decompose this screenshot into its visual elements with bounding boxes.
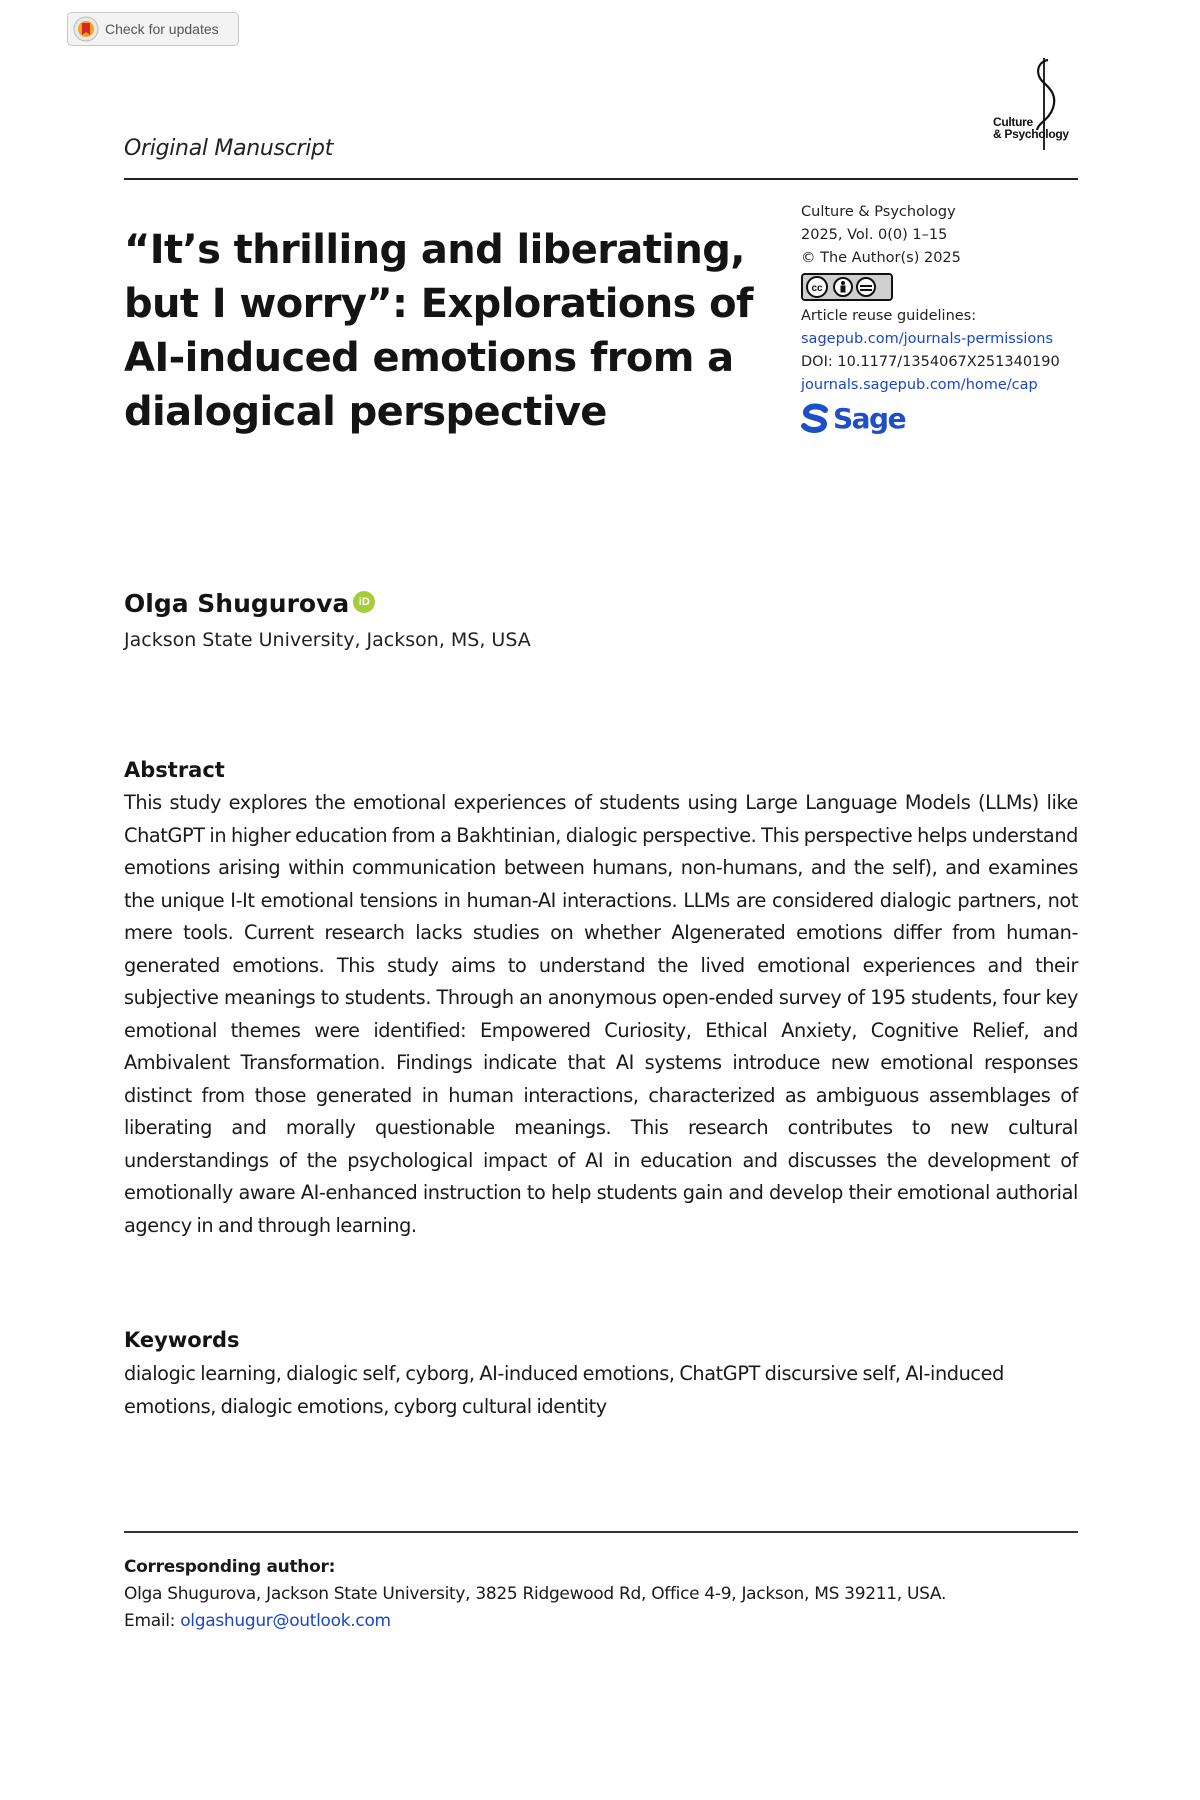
keywords-text: dialogic learning, dialogic self, cyborg, AI-induced emotions, ChatGPT discursive self, AI-induced emotions, dialogic emotions, cyborg cultural identity bbox=[124, 1362, 1004, 1418]
publisher-logo bbox=[801, 403, 1091, 433]
author-affiliation: Jackson State University, Jackson, MS, USA bbox=[124, 629, 531, 651]
corresponding-address: Olga Shugurova, Jackson State University, 3825 Ridgewood Rd, Office 4-9, Jackson, MS 39211, USA. bbox=[124, 1584, 947, 1604]
journal-volume: 2025, Vol. 0(0) 1–15 bbox=[801, 227, 948, 243]
author-block bbox=[124, 589, 375, 618]
check-for-updates-button[interactable] bbox=[67, 12, 239, 46]
cc-by-icon bbox=[803, 275, 891, 299]
manuscript-type: Original Manuscript bbox=[124, 136, 334, 161]
check-for-updates-label: Check for updates bbox=[105, 21, 219, 37]
cc-license-badge[interactable] bbox=[801, 273, 893, 301]
email-link[interactable]: olgashugur@outlook.com bbox=[180, 1611, 391, 1631]
svg-text:cc: cc bbox=[811, 283, 823, 294]
reuse-link[interactable]: sagepub.com/journals-permissions bbox=[801, 331, 1054, 347]
corresponding-author bbox=[124, 1554, 1084, 1635]
footnote-rule bbox=[124, 1531, 1078, 1533]
sage-s-icon bbox=[801, 403, 829, 433]
journal-logo-line2: & Psychology bbox=[993, 127, 1069, 141]
top-rule bbox=[124, 178, 1078, 180]
journal-home-link[interactable]: journals.sagepub.com/home/cap bbox=[801, 377, 1038, 393]
corresponding-email-line bbox=[124, 1608, 1084, 1635]
check-updates-icon bbox=[73, 16, 99, 42]
keywords-heading: Keywords bbox=[124, 1328, 240, 1352]
author-name: Olga Shugurova bbox=[124, 589, 350, 618]
reuse-label: Article reuse guidelines: bbox=[801, 308, 977, 324]
abstract-heading: Abstract bbox=[124, 758, 225, 782]
doi: DOI: 10.1177/1354067X251340190 bbox=[801, 354, 1060, 370]
article-title: “It’s thrilling and liberating, but I worry”: Explorations of AI-induced emotions from a dialogical perspective bbox=[124, 227, 753, 435]
journal-name: Culture & Psychology bbox=[801, 204, 956, 220]
publisher-name: Sage bbox=[833, 401, 906, 435]
corresponding-heading: Corresponding author: bbox=[124, 1557, 336, 1577]
email-label: Email: bbox=[124, 1611, 176, 1631]
copyright: © The Author(s) 2025 bbox=[801, 250, 961, 266]
journal-logo-line1: Culture bbox=[993, 115, 1033, 129]
journal-logo bbox=[985, 58, 1075, 158]
abstract-text: This study explores the emotional experiences of students using Large Language Models (LLMs) like ChatGPT in higher education from a Bakhtinian, dialogic perspective. This perspective helps understand emotions arising within communication between humans, non-humans, and the self), and examines the unique I-It emotional tensions in human-AI interactions. LLMs are considered dialogic partners, not mere tools. Current research lacks studies on whether AIgenerated emotions differ from human-generated emotions. This study aims to understand the lived emotional experiences and their subjective meanings to students. Through an anonymous open-ended survey of 195 students, four key emotional themes were identified: Empowered Curiosity, Ethical Anxiety, Cognitive Relief, and Ambivalent Transformation. Findings indicate that AI systems introduce new emotional responses distinct from those generated in human interactions, characterized as ambiguous assemblages of liberating and morally questionable meanings. This research contributes to new cultural understandings of the psychological impact of AI in education and discusses the development of emotionally aware AI-enhanced instruction to help students gain and develop their emotional authorial agency in and through learning. bbox=[124, 791, 1078, 1237]
orcid-icon[interactable]: iD bbox=[353, 591, 375, 613]
article-meta bbox=[801, 201, 1091, 433]
journal-logo-mark bbox=[985, 58, 1075, 158]
